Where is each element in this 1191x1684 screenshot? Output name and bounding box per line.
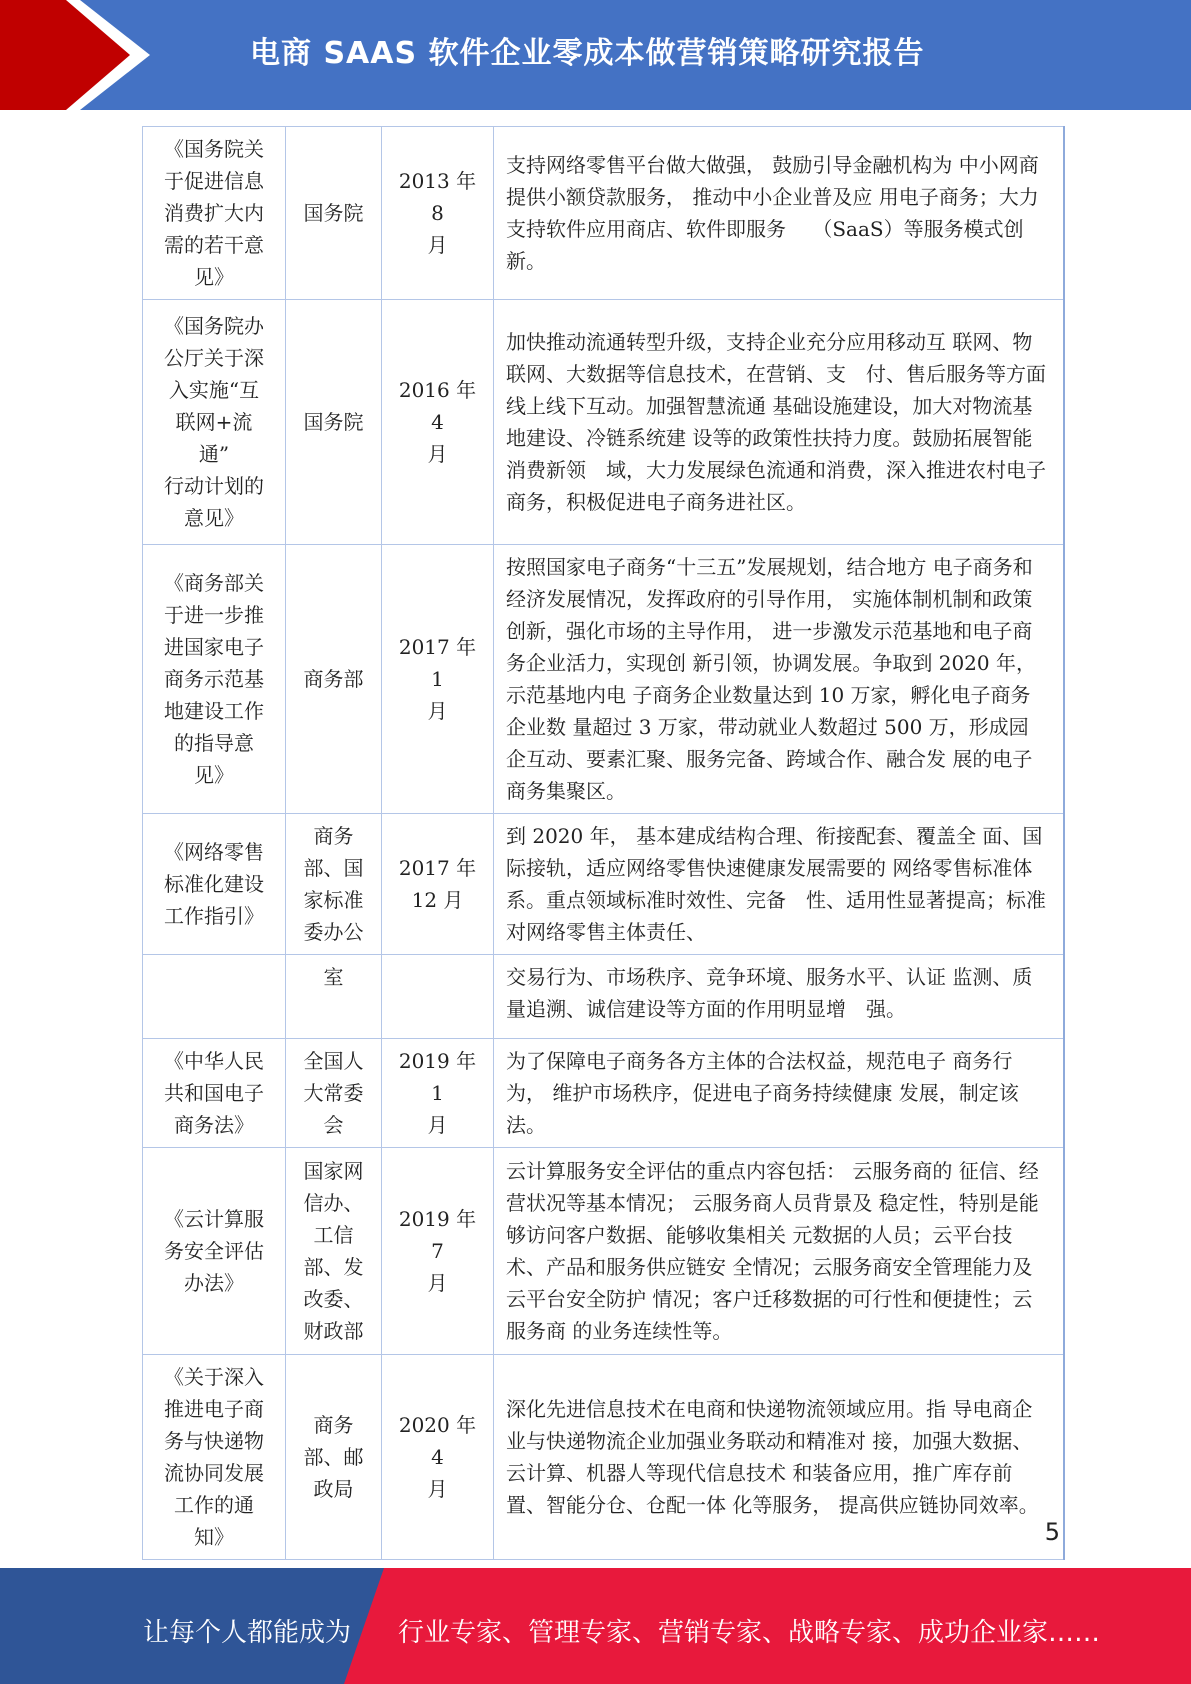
content-cell: 交易行为、市场秩序、竞争环境、服务水平、认证 监测、质量追溯、诚信建设等方面的作用明显增 强。 — [494, 955, 1064, 1039]
date-cell: 2017 年 12 月 — [382, 814, 494, 955]
policy-name-cell: 《关于深入 推进电子商 务与快递物 流协同发展 工作的通 知》 — [143, 1355, 286, 1560]
table-row — [143, 955, 1064, 1039]
policy-name-cell: 《中华人民 共和国电子 商务法》 — [143, 1039, 286, 1148]
content-cell: 深化先进信息技术在电商和快递物流领域应用。指 导电商企业与快递物流企业加强业务联动和精准对 接，加强大数据、云计算、机器人等现代信息技术 和装备应用，推广库存前置、智能分仓、仓配一体 化等服务， 提高供应链协同效率。 — [494, 1355, 1064, 1560]
footer-slogan-right: 行业专家、管理专家、营销专家、战略专家、成功企业家…… — [398, 1618, 1101, 1648]
policy-name-cell: 《国务院关 于促进信息 消费扩大内 需的若干意 见》 — [143, 127, 286, 300]
content-cell: 加快推动流通转型升级，支持企业充分应用移动互 联网、物联网、大数据等信息技术，在营销、支 付、售后服务等方面线上线下互动。加强智慧流通 基础设施建设，加大对物流基地建设、冷链系统建 设等的政策性扶持力度。鼓励拓展智能消费新领 域，大力发展绿色流通和消费，深入推进农村电子 商务，积极促进电子商务进社区。 — [494, 300, 1064, 545]
date-cell: 2017 年 1 月 — [382, 545, 494, 814]
issuer-cell: 商务 部、邮 政局 — [286, 1355, 382, 1560]
table-row — [143, 545, 1064, 814]
report-title: 电商 SAAS 软件企业零成本做营销策略研究报告 — [250, 36, 925, 71]
date-cell — [382, 955, 494, 1039]
content-cell: 支持网络零售平台做大做强， 鼓励引导金融机构为 中小网商提供小额贷款服务， 推动中小企业普及应 用电子商务；大力支持软件应用商店、软件即服务 （SaaS）等服务模式创新。 — [494, 127, 1064, 300]
issuer-cell: 商务 部、国 家标准 委办公 — [286, 814, 382, 955]
page-footer — [0, 1568, 1191, 1684]
table-row — [143, 1355, 1064, 1560]
footer-slogan-left: 让每个人都能成为 — [143, 1618, 352, 1648]
policy-name-cell: 《商务部关 于进一步推 进国家电子 商务示范基 地建设工作 的指导意 见》 — [143, 545, 286, 814]
content-cell: 到 2020 年， 基本建成结构合理、衔接配套、覆盖全 面、国际接轨，适应网络零售快速健康发展需要的 网络零售标准体系。重点领域标准时效性、完备 性、适用性显著提高；标准对网络零售主体责任、 — [494, 814, 1064, 955]
date-cell: 2013 年 8 月 — [382, 127, 494, 300]
content-cell: 按照国家电子商务“十三五”发展规划，结合地方 电子商务和经济发展情况，发挥政府的引导作用， 实施体制机制和政策创新，强化市场的主导作用， 进一步激发示范基地和电子商务企业活力，实现创 新引领，协调发展。争取到 2020 年， 示范基地内电 子商务企业数量达到 10 万家，孵化电子商务企业数 量超过 3 万家，带动就业人数超过 500 万，形成园 企互动、要素汇聚、服务完备、跨域合作、融合发 展的电子商务集聚区。 — [494, 545, 1064, 814]
table-row — [143, 1039, 1064, 1148]
issuer-cell: 国务院 — [286, 300, 382, 545]
date-cell: 2020 年 4 月 — [382, 1355, 494, 1560]
issuer-cell: 商务部 — [286, 545, 382, 814]
page-number: 5 — [1044, 1518, 1060, 1546]
date-cell: 2019 年 1 月 — [382, 1039, 494, 1148]
date-cell: 2019 年 7 月 — [382, 1148, 494, 1355]
table-row — [143, 300, 1064, 545]
date-cell: 2016 年 4 月 — [382, 300, 494, 545]
table-row — [143, 127, 1064, 300]
issuer-cell: 全国人 大常委 会 — [286, 1039, 382, 1148]
issuer-cell: 国务院 — [286, 127, 382, 300]
header-red-chevron — [0, 0, 160, 110]
issuer-cell: 国家网 信办、 工信 部、发 改委、 财政部 — [286, 1148, 382, 1355]
table-row — [143, 1148, 1064, 1355]
policy-name-cell: 《网络零售 标准化建设 工作指引》 — [143, 814, 286, 955]
page-header — [0, 0, 1191, 110]
policy-name-cell — [143, 955, 286, 1039]
issuer-cell: 室 — [286, 955, 382, 1039]
table-row — [143, 814, 1064, 955]
content-cell: 为了保障电子商务各方主体的合法权益，规范电子 商务行为， 维护市场秩序，促进电子商务持续健康 发展，制定该法。 — [494, 1039, 1064, 1148]
content-cell: 云计算服务安全评估的重点内容包括： 云服务商的 征信、经营状况等基本情况； 云服务商人员背景及 稳定性，特别是能够访问客户数据、能够收集相关 元数据的人员；云平台技术、产品和服务供应链安 全情况；云服务商安全管理能力及云平台安全防护 情况；客户迁移数据的可行性和便捷性；云服务商 的业务连续性等。 — [494, 1148, 1064, 1355]
policy-table — [142, 126, 1065, 1560]
policy-name-cell: 《云计算服 务安全评估 办法》 — [143, 1148, 286, 1355]
policy-name-cell: 《国务院办 公厅关于深 入实施“互 联网+流 通” 行动计划的 意见》 — [143, 300, 286, 545]
